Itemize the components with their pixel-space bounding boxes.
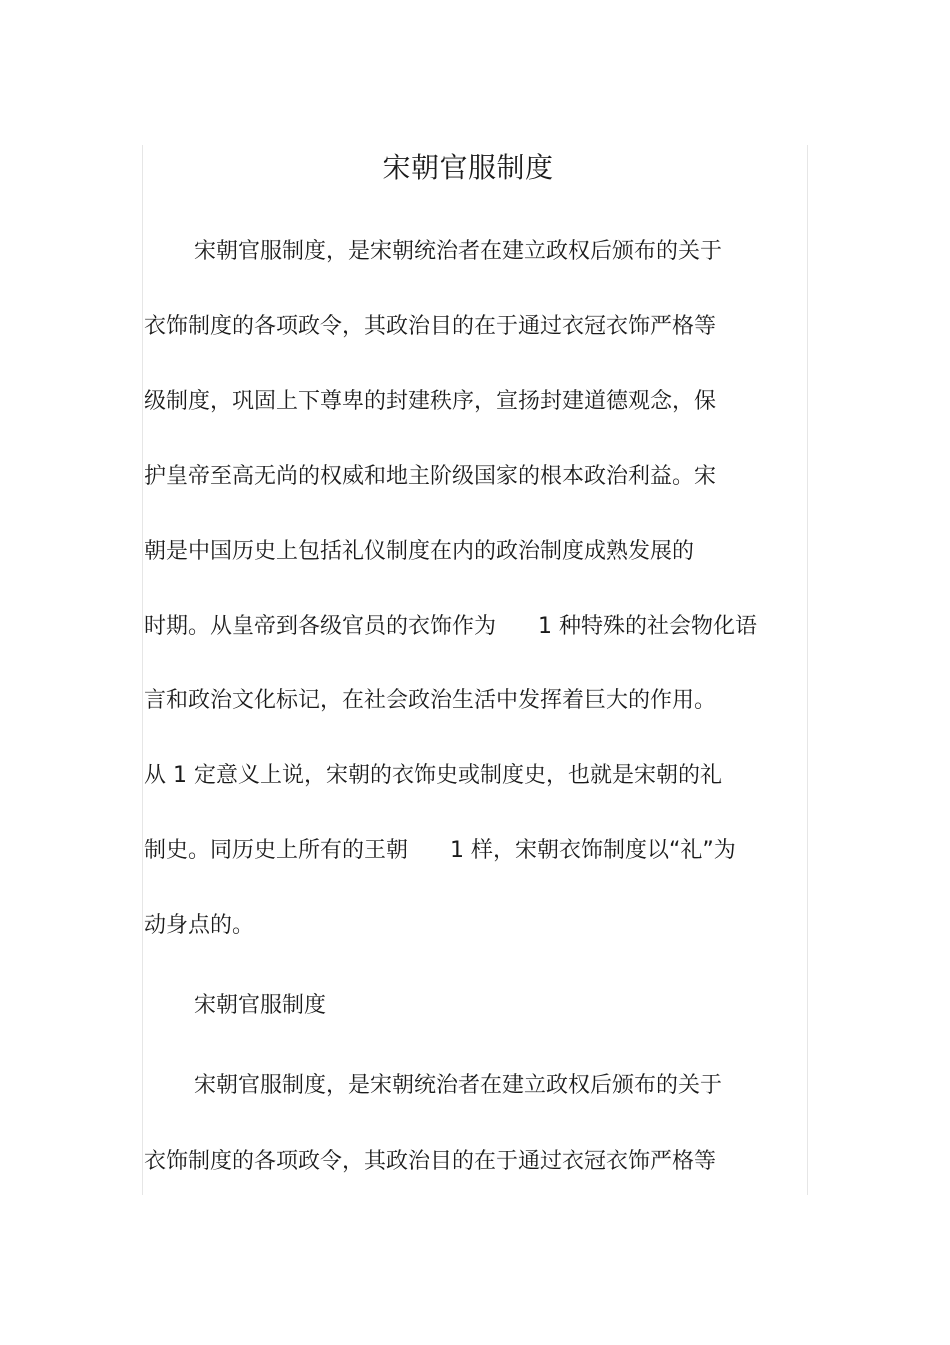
paragraph-line: 衣饰制度的各项政令，其政治目的在于通过衣冠衣饰严格等 — [144, 314, 717, 339]
paragraph-line: 动身点的。 — [144, 913, 255, 938]
paragraph-line: 从 1 定意义上说，宋朝的衣饰史或制度史，也就是宋朝的礼 — [144, 763, 722, 788]
page-frame — [142, 145, 808, 1195]
paragraph-line: 宋朝官服制度，是宋朝统治者在建立政权后颁布的关于 — [194, 239, 723, 264]
paragraph-line: 护皇帝至高无尚的权威和地主阶级国家的根本政治利益。宋 — [144, 464, 717, 489]
paragraph-line: 朝是中国历史上包括礼仪制度在内的政治制度成熟发展的 — [144, 539, 695, 564]
paragraph-line: 时期。从皇帝到各级官员的衣饰作为 1 种特殊的社会物化语 — [144, 614, 757, 639]
paragraph-line: 言和政治文化标记，在社会政治生活中发挥着巨大的作用。 — [144, 688, 717, 713]
paragraph-line: 制史。同历史上所有的王朝 1 样，宋朝衣饰制度以“礼”为 — [144, 838, 736, 863]
document-title: 宋朝官服制度 — [382, 151, 554, 184]
paragraph-line: 衣饰制度的各项政令，其政治目的在于通过衣冠衣饰严格等 — [144, 1149, 717, 1174]
paragraph-line: 宋朝官服制度，是宋朝统治者在建立政权后颁布的关于 — [194, 1073, 723, 1098]
paragraph-line: 级制度，巩固上下尊卑的封建秩序，宣扬封建道德观念，保 — [144, 389, 717, 414]
section-heading: 宋朝官服制度 — [194, 993, 327, 1018]
